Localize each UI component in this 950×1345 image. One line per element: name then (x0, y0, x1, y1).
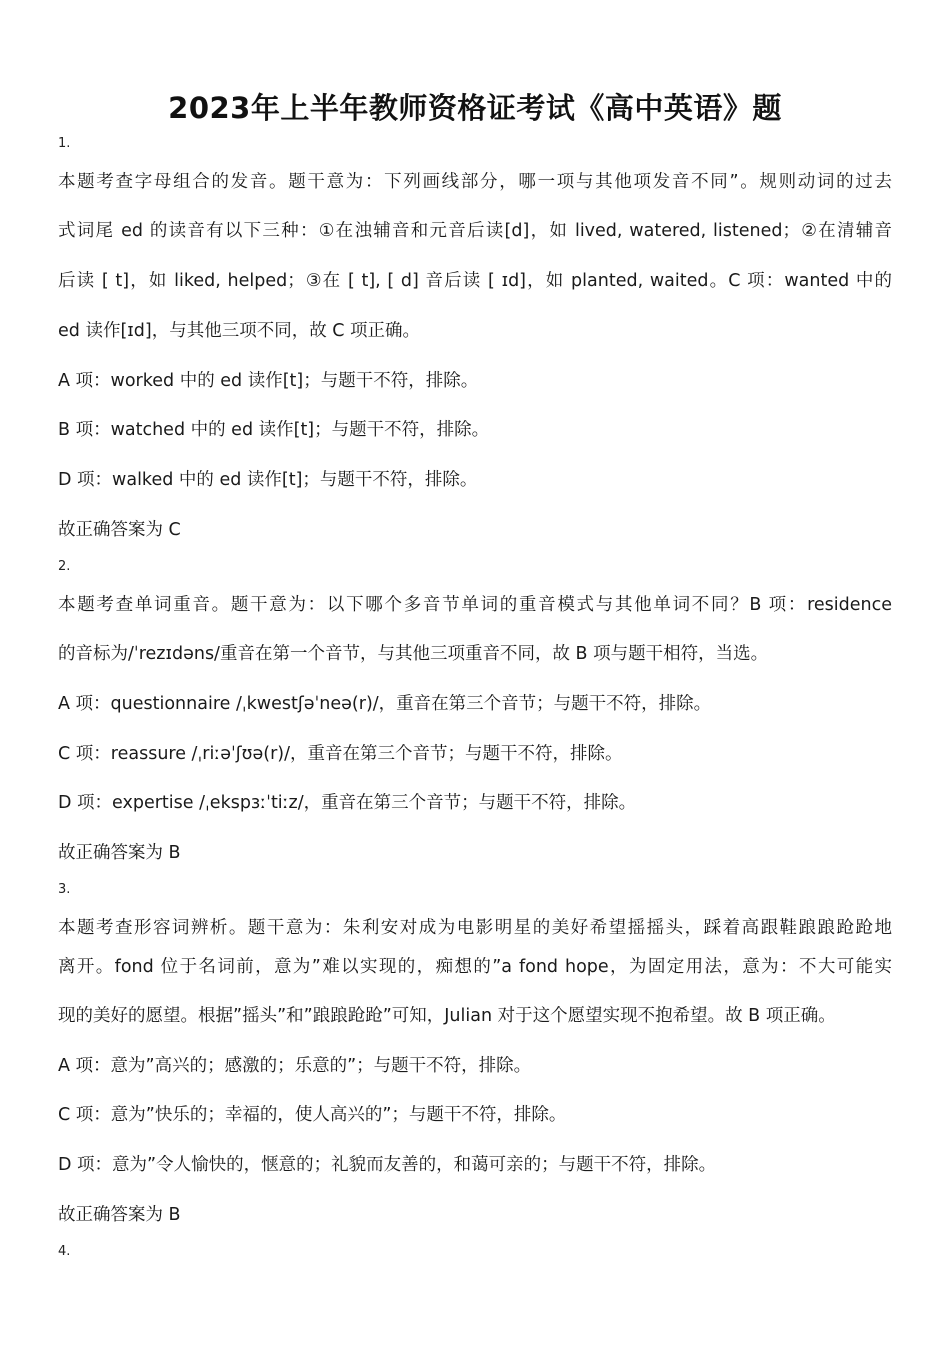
explanation-line: 本题考查单词重音。题干意为：以下哪个多音节单词的重音模式与其他单词不同？B 项：residence (58, 595, 892, 615)
option-explanation: A 项：questionnaire /ˌkwestʃəˈneə(r)/，重音在第三个音节；与题干不符，排除。 (58, 694, 712, 714)
option-explanation: B 项：watched 中的 ed 读作[t]；与题干不符，排除。 (58, 420, 490, 440)
explanation-line: 的音标为/ˈrezɪdəns/重音在第一个音节，与其他三项重音不同，故 B 项与题干相符，当选。 (58, 644, 769, 664)
explanation-line: 离开。fond 位于名词前，意为”难以实现的，痴想的”a fond hope，为固定用法，意为：不大可能实 (58, 957, 892, 977)
answer-line: 故正确答案为 B (58, 1205, 181, 1225)
question-number: 1. (58, 136, 71, 151)
explanation-line: 后读 [ t]，如 liked, helped；③在 [ t], [ d] 音后读 [ ɪd]，如 planted, waited。C 项：wanted 中的 (58, 271, 892, 291)
question-number: 4. (58, 1244, 71, 1259)
explanation-line: ed 读作[ɪd]，与其他三项不同，故 C 项正确。 (58, 321, 421, 341)
explanation-line: 现的美好的愿望。根据”摇头”和”踉踉跄跄”可知，Julian 对于这个愿望实现不抱希望。故 B 项正确。 (58, 1006, 836, 1026)
option-explanation: C 项：reassure /ˌriːəˈʃʊə(r)/，重音在第三个音节；与题干不符，排除。 (58, 744, 623, 764)
answer-line: 故正确答案为 B (58, 843, 181, 863)
option-explanation: A 项：意为”高兴的；感激的；乐意的”；与题干不符，排除。 (58, 1056, 532, 1076)
question-number: 2. (58, 559, 71, 574)
document-title: 2023年上半年教师资格证考试《高中英语》题 (168, 91, 782, 125)
option-explanation: C 项：意为”快乐的；幸福的，使人高兴的”；与题干不符，排除。 (58, 1105, 567, 1125)
explanation-line: 本题考查形容词辨析。题干意为：朱利安对成为电影明星的美好希望摇摇头，踩着高跟鞋踉踉跄跄地 (58, 918, 892, 938)
answer-line: 故正确答案为 C (58, 520, 181, 540)
question-number: 3. (58, 882, 71, 897)
explanation-line: 式词尾 ed 的读音有以下三种：①在浊辅音和元音后读[d]，如 lived, watered, listened；②在清辅音 (58, 221, 892, 241)
explanation-line: 本题考查字母组合的发音。题干意为：下列画线部分，哪一项与其他项发音不同”。规则动词的过去 (58, 172, 892, 192)
option-explanation: D 项：walked 中的 ed 读作[t]；与题干不符，排除。 (58, 470, 478, 490)
option-explanation: D 项：意为”令人愉快的，惬意的；礼貌而友善的，和蔼可亲的；与题干不符，排除。 (58, 1155, 717, 1175)
option-explanation: D 项：expertise /ˌekspɜːˈtiːz/，重音在第三个音节；与题干不符，排除。 (58, 793, 637, 813)
option-explanation: A 项：worked 中的 ed 读作[t]；与题干不符，排除。 (58, 371, 479, 391)
